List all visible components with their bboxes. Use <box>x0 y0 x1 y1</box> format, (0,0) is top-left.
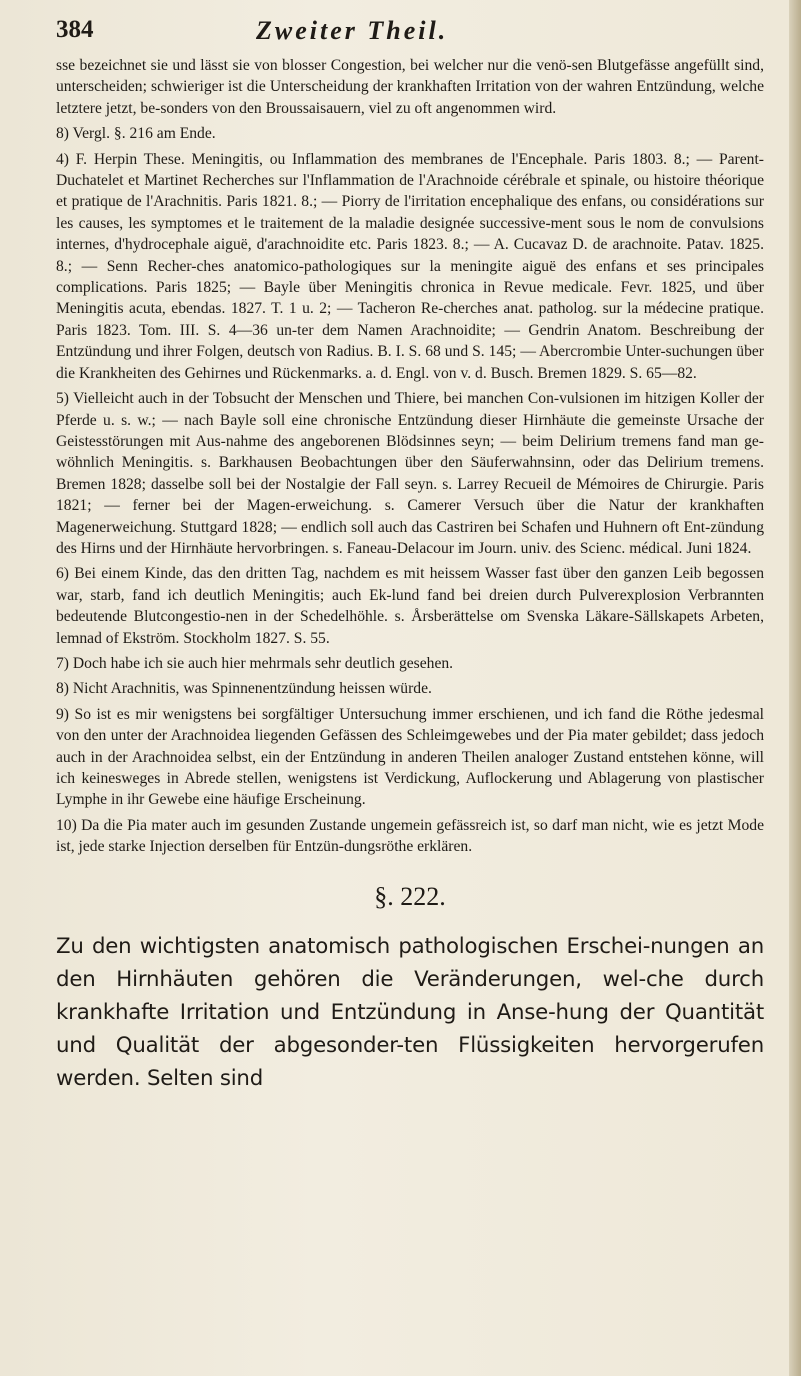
footnote-3: 8) Vergl. §. 216 am Ende. <box>56 125 216 143</box>
section-heading: §. 222. <box>374 881 446 911</box>
footnote-7: 7) Doch habe ich sie auch hier mehrmals sehr deutlich gesehen. <box>56 654 454 672</box>
page-number: 384 <box>56 16 94 43</box>
footnote-5: 5) Vielleicht auch in der Tobsucht der Menschen und Thiere, bei manchen Con-vulsionen im hitzigen Koller der Pferde u. s. w.; — nach Bayle soll eine chronische Entzündung dieser Hirnhäute die gemeinste Ursache der Geistesstörungen mit Aus-nahme des angeborenen Blödsinnes seyn; — beim Delirium tremens fand man ge-wöhnlich Meningitis. s. Barkhausen Beobachtungen über den Säuferwahnsinn, oder das Delirium tremens. Bremen 1828; dasselbe soll bei der Nostalgie der Fall seyn. s. Larrey Recueil de Mémoires de Chirurgie. Paris 1821; — ferner bei der Magen-erweichung. s. Camerer Versuch über die Natur der krankhaften Magenerweichung. Stuttgard 1828; — endlich soll auch das Castriren bei Schafen und Huhnern oft Ent-zündung des Hirns und der Hirnhäute hervorbringen. s. Faneau-Delacour im Journ. univ. des Scienc. médical. Juni 1824. <box>56 390 764 557</box>
footnote-8: 8) Nicht Arachnitis, was Spinnenentzündung heissen würde. <box>56 680 432 698</box>
footnote-4: 4) F. Herpin These. Meningitis, ou Inflammation des membranes de l'Encephale. Paris 1803. 8.; — Parent-Duchatelet et Martinet Recherches sur l'Inflammation de l'Arachnoide cérébrale et spinale, ou histoire théorique et pratique de l'Arachnitis. Paris 1821. 8.; — Piorry de l'irritation encephalique des enfans, ou considérations sur les causes, les symptomes et le traitement de la maladie designée successive-ment sous le nom de convulsions internes, d'hydrocephale aiguë, d'arachnoidite etc. Paris 1823. 8.; — A. Cucavaz D. de arachnoite. Patav. 1825. 8.; — Senn Recher-ches anatomico-pathologiques sur la meningite aiguë des enfans et ses principales complications. Paris 1825; — Bayle über Meningitis chronica in Revue medicale. Fevr. 1825, und über Meningitis acuta, ebendas. 1827. T. 1 u. 2; — Tacheron Re-cherches anat. patholog. sur la médecine pratique. Paris 1823. Tom. III. S. 4—36 un-ter dem Namen Arachnoidite; — Gendrin Anatom. Beschreibung der Entzündung und ihrer Folgen, deutsch von Radius. B. I. S. 68 und S. 145; — Abercrombie Unter-suchungen über die Krankheiten des Gehirnes und Rückenmarks. a. d. Engl. von v. d. Busch. Bremen 1829. S. 65—82. <box>56 150 764 382</box>
footnote-9: 9) So ist es mir wenigstens bei sorgfältiger Untersuchung immer erschienen, und ich fand die Röthe jedesmal von den unter der Arachnoidea liegenden Gefässen des Schleimgewebes und der Pia mater gebildet; dass jedoch auch in der Arachnoidea selbst, ein der Entzündung in anderen Theilen analoger Zustand entstehen könne, will ich keinesweges in Abrede stellen, wenigstens ist Verdickung, Auflockerung und Ablagerung von plastischer Lymphe in ihr Gewebe eine häufige Erscheinung. <box>56 705 764 809</box>
running-title: Zweiter Theil. <box>256 16 449 45</box>
page-edge <box>789 0 801 1376</box>
page-header <box>56 16 761 56</box>
footnote-continuation: sse bezeichnet sie und lässt sie von blosser Congestion, bei welcher nur die venö-sen Blutgefässe angefüllt sind, unterscheiden; schwieriger ist die Unterscheidung der krankhaften Irritation von der wahren Entzündung, welche letztere jetzt, be-sonders von den Broussaisauern, viel zu oft angenommen wird. <box>56 57 764 117</box>
section-body: Zu den wichtigsten anatomisch pathologischen Erschei-nungen an den Hirnhäuten gehören die Veränderungen, wel-che durch krankhafte Irritation und Entzündung in Anse-hung der Quantität und Qualität der abgesonder-ten Flüssigkeiten hervorgerufen werden. Selten sind <box>56 933 764 1091</box>
page-content <box>56 55 764 1095</box>
footnote-6: 6) Bei einem Kinde, das den dritten Tag, nachdem es mit heissem Wasser fast über den ganzen Leib begossen war, starb, fand ich deutlich Meningitis; auch Ek-lund fand bei dreien durch Pulverexplosion Verbrannten bedeutende Blutcongestio-nen in der Schedelhöhle. s. Årsberättelse om Svenska Läkare-Sällskapets Arbeten, lemnad of Ekström. Stockholm 1827. S. 55. <box>56 565 764 647</box>
footnote-10: 10) Da die Pia mater auch im gesunden Zustande ungemein gefässreich ist, so darf man nicht, wie es jetzt Mode ist, jede starke Injection derselben für Entzün-dungsröthe erklären. <box>56 816 764 856</box>
